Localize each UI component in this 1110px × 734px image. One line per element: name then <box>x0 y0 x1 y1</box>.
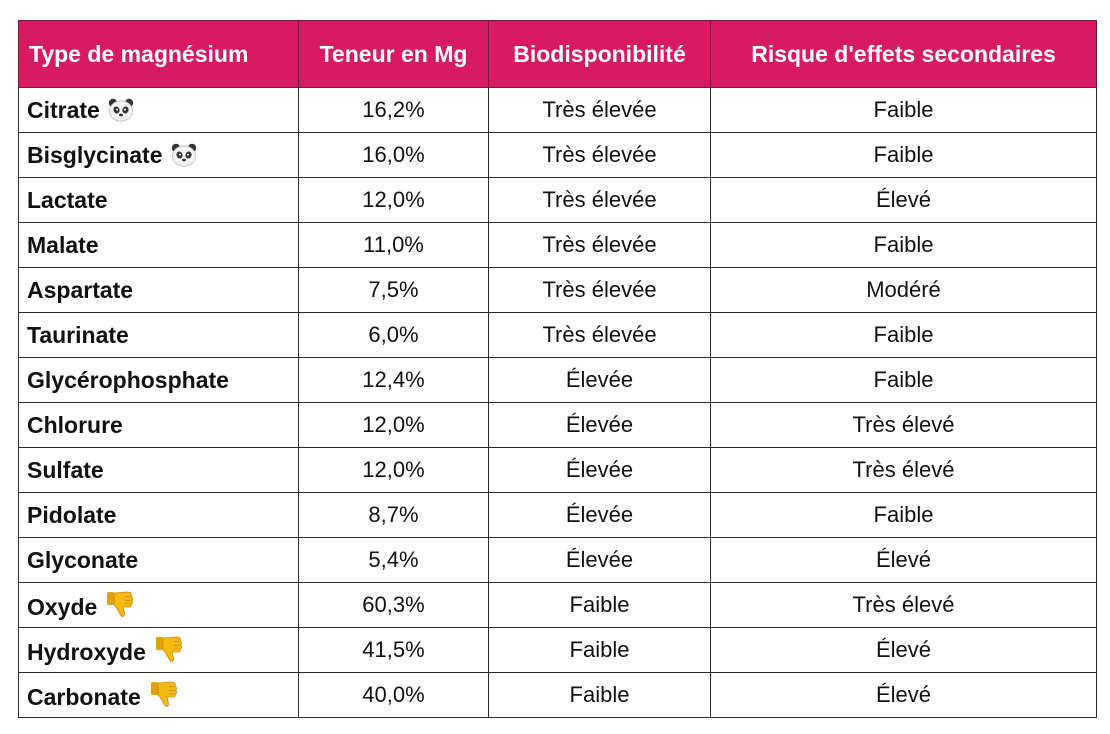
cell-risque: Faible <box>711 358 1097 403</box>
cell-teneur: 8,7% <box>299 493 489 538</box>
magnesium-type-label: Lactate <box>27 186 108 213</box>
cell-type <box>19 223 299 268</box>
cell-risque: Modéré <box>711 268 1097 313</box>
table-row <box>19 448 1097 493</box>
cell-biodisponibilite: Très élevée <box>489 178 711 223</box>
magnesium-type-label: Hydroxyde <box>27 639 146 665</box>
cell-risque: Faible <box>711 133 1097 178</box>
cell-biodisponibilite: Très élevée <box>489 313 711 358</box>
magnesium-type-label: Carbonate <box>27 684 141 710</box>
table-body <box>19 88 1097 718</box>
header-risque: Risque d'effets secondaires <box>711 21 1097 88</box>
magnesium-type-label: Sulfate <box>27 456 104 483</box>
comparison-table-container <box>18 20 1097 718</box>
table-row <box>19 133 1097 178</box>
cell-teneur: 12,4% <box>299 358 489 403</box>
magnesium-type-label: Malate <box>27 231 99 258</box>
header-type: Type de magnésium <box>19 21 299 88</box>
header-row <box>19 21 1097 88</box>
magnesium-comparison-table <box>18 20 1097 718</box>
cell-risque: Élevé <box>711 628 1097 673</box>
table-row <box>19 178 1097 223</box>
cell-type <box>19 493 299 538</box>
magnesium-type-label: Citrate <box>27 96 100 123</box>
cell-teneur: 41,5% <box>299 628 489 673</box>
cell-biodisponibilite: Faible <box>489 628 711 673</box>
table-row <box>19 673 1097 718</box>
cell-teneur: 40,0% <box>299 673 489 718</box>
cell-type <box>19 403 299 448</box>
cell-type <box>19 313 299 358</box>
table-header <box>19 21 1097 88</box>
cell-type <box>19 178 299 223</box>
cell-biodisponibilite: Élevée <box>489 493 711 538</box>
cell-risque: Faible <box>711 313 1097 358</box>
cell-risque: Élevé <box>711 178 1097 223</box>
header-biodisponibilite: Biodisponibilité <box>489 21 711 88</box>
cell-teneur: 12,0% <box>299 178 489 223</box>
cell-biodisponibilite: Élevée <box>489 358 711 403</box>
table-row <box>19 583 1097 628</box>
cell-type <box>19 358 299 403</box>
cell-teneur: 5,4% <box>299 538 489 583</box>
cell-risque: Faible <box>711 223 1097 268</box>
cell-risque: Faible <box>711 493 1097 538</box>
panda-icon <box>171 143 197 167</box>
thumbs-down-icon <box>105 589 135 619</box>
magnesium-type-label: Oxyde <box>27 594 98 620</box>
cell-type <box>19 673 299 718</box>
table-row <box>19 358 1097 403</box>
cell-type <box>19 583 299 628</box>
cell-biodisponibilite: Élevée <box>489 448 711 493</box>
header-teneur: Teneur en Mg <box>299 21 489 88</box>
cell-risque: Élevé <box>711 538 1097 583</box>
cell-biodisponibilite: Élevée <box>489 538 711 583</box>
cell-teneur: 12,0% <box>299 448 489 493</box>
magnesium-type-label: Aspartate <box>27 276 134 303</box>
cell-biodisponibilite: Très élevée <box>489 88 711 133</box>
cell-risque: Faible <box>711 88 1097 133</box>
magnesium-type-label: Glycérophosphate <box>27 366 229 393</box>
cell-risque: Très élevé <box>711 403 1097 448</box>
cell-risque: Très élevé <box>711 583 1097 628</box>
table-row <box>19 88 1097 133</box>
cell-type <box>19 88 299 133</box>
cell-teneur: 16,2% <box>299 88 489 133</box>
cell-teneur: 60,3% <box>299 583 489 628</box>
table-row <box>19 538 1097 583</box>
table-row <box>19 268 1097 313</box>
table-row <box>19 628 1097 673</box>
cell-risque: Très élevé <box>711 448 1097 493</box>
magnesium-type-label: Taurinate <box>27 321 129 348</box>
thumbs-down-icon <box>149 679 179 709</box>
table-row <box>19 313 1097 358</box>
cell-biodisponibilite: Faible <box>489 673 711 718</box>
cell-teneur: 6,0% <box>299 313 489 358</box>
cell-teneur: 16,0% <box>299 133 489 178</box>
magnesium-type-label: Glyconate <box>27 546 139 573</box>
magnesium-type-label: Pidolate <box>27 501 117 528</box>
magnesium-type-label: Chlorure <box>27 411 123 438</box>
cell-teneur: 12,0% <box>299 403 489 448</box>
cell-teneur: 11,0% <box>299 223 489 268</box>
cell-risque: Élevé <box>711 673 1097 718</box>
thumbs-down-icon <box>154 634 184 664</box>
cell-biodisponibilite: Élevée <box>489 403 711 448</box>
cell-biodisponibilite: Très élevée <box>489 133 711 178</box>
panda-icon <box>108 98 134 122</box>
cell-type <box>19 538 299 583</box>
cell-type <box>19 448 299 493</box>
cell-biodisponibilite: Très élevée <box>489 268 711 313</box>
table-row <box>19 223 1097 268</box>
cell-type <box>19 268 299 313</box>
cell-type <box>19 133 299 178</box>
magnesium-type-label: Bisglycinate <box>27 141 163 168</box>
table-row <box>19 493 1097 538</box>
table-row <box>19 403 1097 448</box>
cell-biodisponibilite: Très élevée <box>489 223 711 268</box>
cell-teneur: 7,5% <box>299 268 489 313</box>
cell-biodisponibilite: Faible <box>489 583 711 628</box>
cell-type <box>19 628 299 673</box>
